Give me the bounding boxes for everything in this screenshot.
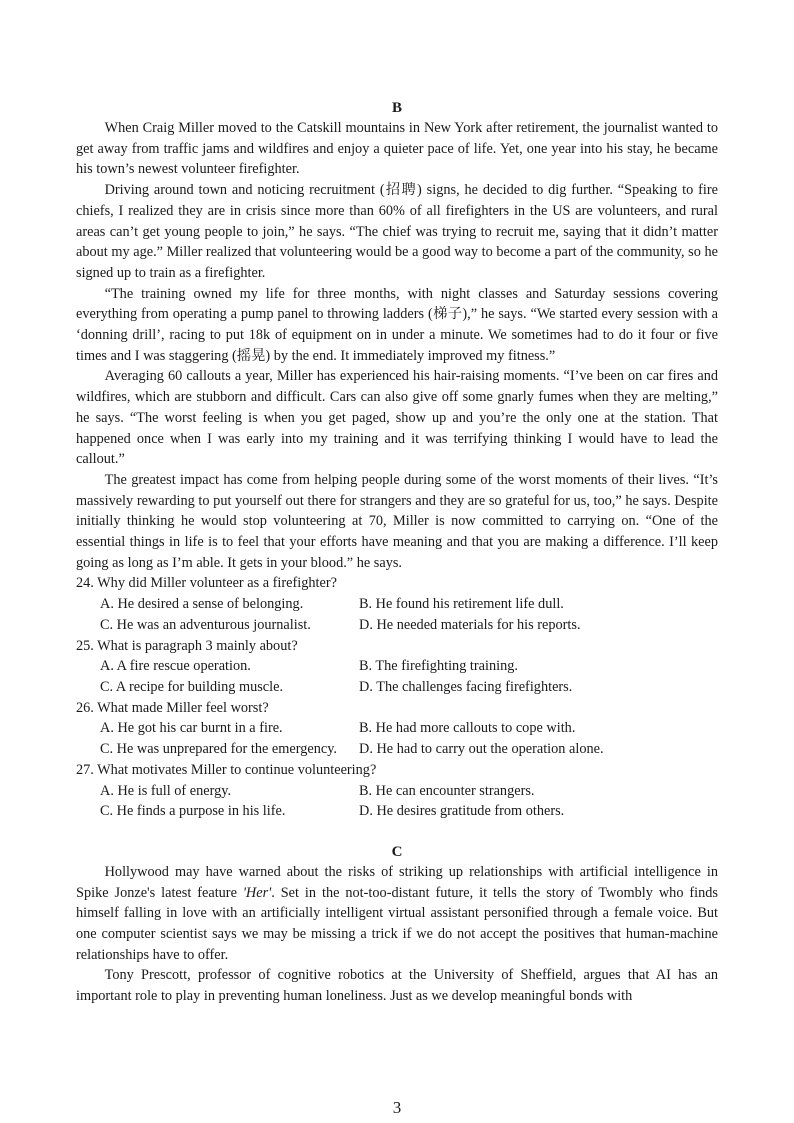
question-24-options bbox=[76, 594, 718, 635]
option-b: B. The firefighting training. bbox=[359, 658, 518, 675]
paragraph-text: . Set in the not-too-distant future, it tells the story of Twombly who finds himself falling in love with an artificially intelligent virtual assistant personified through a female voice. But one computer scientist says we may be missing a trick if we do not accept the positives that human-machine relationships have to offer. bbox=[76, 884, 718, 963]
question-24-stem: 24. Why did Miller volunteer as a firefighter? bbox=[76, 575, 337, 592]
option-c: C. He was an adventurous journalist. bbox=[100, 616, 311, 633]
passage-c-paragraph-2: Tony Prescott, professor of cognitive robotics at the University of Sheffield, argues that AI has an important role to play in preventing human loneliness. Just as we develop meaningful bonds with bbox=[76, 967, 718, 1005]
option-d: D. He had to carry out the operation alone. bbox=[359, 741, 604, 758]
passage-b-paragraph-3: “The training owned my life for three months, with night classes and Saturday sessions covering everything from operating a pump panel to throwing ladders (梯子),” he says. “We started every session with a ‘donning drill’, racing to put 18k of equipment on in under a minute. We sometimes had to do it four or five times and I was staggering (摇晃) by the end. It immediately improved my fitness.” bbox=[76, 285, 718, 364]
passage-c-paragraph-1 bbox=[76, 862, 718, 966]
passage-b-paragraph-1: When Craig Miller moved to the Catskill mountains in New York after retirement, the journalist wanted to get away from traffic jams and wildfires and enjoy a quieter pace of life. Yet, one year into his stay, he became his town’s newest volunteer firefighter. bbox=[76, 120, 718, 178]
section-c-heading: C bbox=[391, 843, 403, 860]
question-26-stem: 26. What made Miller feel worst? bbox=[76, 699, 269, 716]
exam-page bbox=[76, 98, 718, 1007]
question-27-stem: 27. What motivates Miller to continue volunteering? bbox=[76, 761, 377, 778]
option-d: D. He needed materials for his reports. bbox=[359, 616, 581, 633]
paragraph-text: Hollywood may have warned about the risks of striking up relationships with artificial intelligence in Spike Jonze's latest feature bbox=[76, 863, 718, 901]
question-25-stem: 25. What is paragraph 3 mainly about? bbox=[76, 637, 298, 654]
option-d: D. He desires gratitude from others. bbox=[359, 803, 565, 820]
question-25-options bbox=[76, 656, 718, 697]
passage-b-paragraph-2: Driving around town and noticing recruitment (招聘) signs, he decided to dig further. “Speaking to fire chiefs, I realized they are in crisis since more than 60% of all firefighters in the US are volunteers, and rural areas can’t get young people to join,” he says. “The chief was trying to recruit me, saying that it didn’t matter about my age.” Miller realized that volunteering would be a good way to become a part of the community, so he signed up to train as a firefighter. bbox=[76, 182, 718, 281]
section-spacer bbox=[76, 822, 718, 842]
option-b: B. He found his retirement life dull. bbox=[359, 596, 564, 613]
question-27-options bbox=[76, 781, 718, 822]
option-c: C. He was unprepared for the emergency. bbox=[100, 741, 337, 758]
option-b: B. He had more callouts to cope with. bbox=[359, 720, 576, 737]
option-c: C. A recipe for building muscle. bbox=[100, 678, 284, 695]
question-26-options bbox=[76, 718, 718, 759]
option-a: A. A fire rescue operation. bbox=[100, 658, 251, 675]
option-a: A. He got his car burnt in a fire. bbox=[100, 720, 283, 737]
option-a: A. He desired a sense of belonging. bbox=[100, 596, 304, 613]
option-a: A. He is full of energy. bbox=[100, 782, 232, 799]
passage-b-paragraph-4: Averaging 60 callouts a year, Miller has experienced his hair-raising moments. “I’ve been on car fires and wildfires, which are stubborn and difficult. Cars can also give off some gnarly fumes when they are melting,” he says. “The worst feeling is when you get paged, show up and you’re the only one at the station. That happened once when I was early into my training and it was terrifying thinking I would have to lead the callout.” bbox=[76, 368, 718, 468]
option-c: C. He finds a purpose in his life. bbox=[100, 803, 286, 820]
passage-b-paragraph-5: The greatest impact has come from helping people during some of the worst moments of their lives. “It’s massively rewarding to put yourself out there for strangers and they are so grateful for us, too,” he says. Despite initially thinking he would stop volunteering at 70, Miller is now committed to carrying on. “One of the essential things in life is to feel that your efforts have meaning and that you are making a difference. I’ll keep going as long as I’m able. It gets in your blood.” he says. bbox=[76, 471, 718, 571]
option-d: D. The challenges facing firefighters. bbox=[359, 678, 573, 695]
section-b-heading: B bbox=[391, 100, 402, 116]
film-title: 'Her' bbox=[242, 884, 272, 901]
option-b: B. He can encounter strangers. bbox=[359, 782, 535, 799]
page-number: 3 bbox=[392, 1098, 402, 1117]
